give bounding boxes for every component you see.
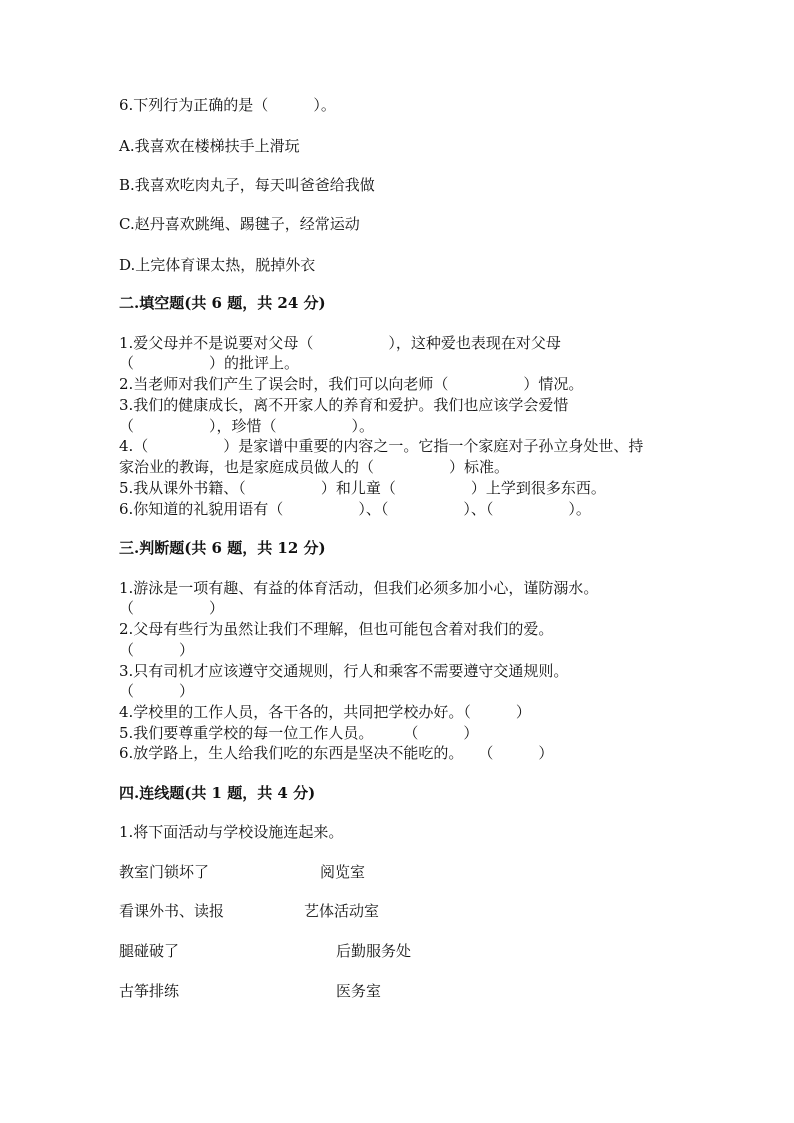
judge-line-3: 2.父母有些行为虽然让我们不理解，但也可能包含着对我们的爱。	[119, 620, 554, 638]
match-right-1: 阅览室	[320, 863, 366, 881]
option-d: D.上完体育课太热，脱掉外衣	[119, 256, 316, 274]
question-6-stem: 6.下列行为正确的是（ ）。	[119, 96, 336, 114]
option-c: C.赵丹喜欢跳绳、踢毽子，经常运动	[119, 215, 360, 233]
fill-line-7: 家治业的教诲，也是家庭成员做人的（ ）标准。	[119, 458, 510, 476]
match-right-2: 艺体活动室	[304, 902, 380, 920]
fill-line-1: 1.爱父母并不是说要对父母（ ），这种爱也表现在对父母	[119, 334, 561, 352]
judge-line-9: 6.放学路上，生人给我们吃的东西是坚决不能吃的。 （ ）	[119, 744, 554, 762]
judge-line-7: 4.学校里的工作人员，各干各的，共同把学校办好。（ ）	[119, 703, 531, 721]
fill-line-6: 4.（ ）是家谱中重要的内容之一。它指一个家庭对子孙立身处世、持	[119, 437, 644, 455]
judge-line-2: （ ）	[119, 599, 225, 617]
match-left-3: 腿碰破了	[119, 942, 180, 960]
fill-line-2: （ ）的批评上。	[119, 354, 300, 372]
match-right-4: 医务室	[336, 982, 382, 1000]
match-right-3: 后勤服务处	[336, 942, 412, 960]
judge-line-1: 1.游泳是一项有趣、有益的体育活动，但我们必须多加小心，谨防溺水。	[119, 579, 599, 597]
match-left-1: 教室门锁坏了	[119, 863, 210, 881]
option-b: B.我喜欢吃肉丸子，每天叫爸爸给我做	[119, 176, 375, 194]
fill-line-5: （ ），珍惜（ ）。	[119, 417, 375, 435]
section-3-heading: 三.判断题(共 6 题，共 12 分)	[119, 539, 326, 557]
judge-line-6: （ ）	[119, 682, 195, 700]
fill-line-8: 5.我从课外书籍、（ ）和儿童（ ）上学到很多东西。	[119, 479, 606, 497]
matching-question: 1.将下面活动与学校设施连起来。	[119, 823, 344, 841]
option-a: A.我喜欢在楼梯扶手上滑玩	[119, 137, 300, 155]
fill-line-4: 3.我们的健康成长，离不开家人的养育和爱护。我们也应该学会爱惜	[119, 396, 569, 414]
fill-line-9: 6.你知道的礼貌用语有（ ）、（ ）、（ ）。	[119, 500, 591, 518]
match-left-2: 看课外书、读报	[119, 902, 225, 920]
section-2-heading: 二.填空题(共 6 题，共 24 分)	[119, 294, 326, 312]
match-left-4: 古筝排练	[119, 982, 180, 1000]
fill-line-3: 2.当老师对我们产生了误会时，我们可以向老师（ ）情况。	[119, 375, 584, 393]
judge-line-8: 5.我们要尊重学校的每一位工作人员。 （ ）	[119, 724, 479, 742]
judge-line-5: 3.只有司机才应该遵守交通规则，行人和乘客不需要遵守交通规则。	[119, 662, 569, 680]
judge-line-4: （ ）	[119, 641, 195, 659]
section-4-heading: 四.连线题(共 1 题，共 4 分)	[119, 784, 316, 802]
